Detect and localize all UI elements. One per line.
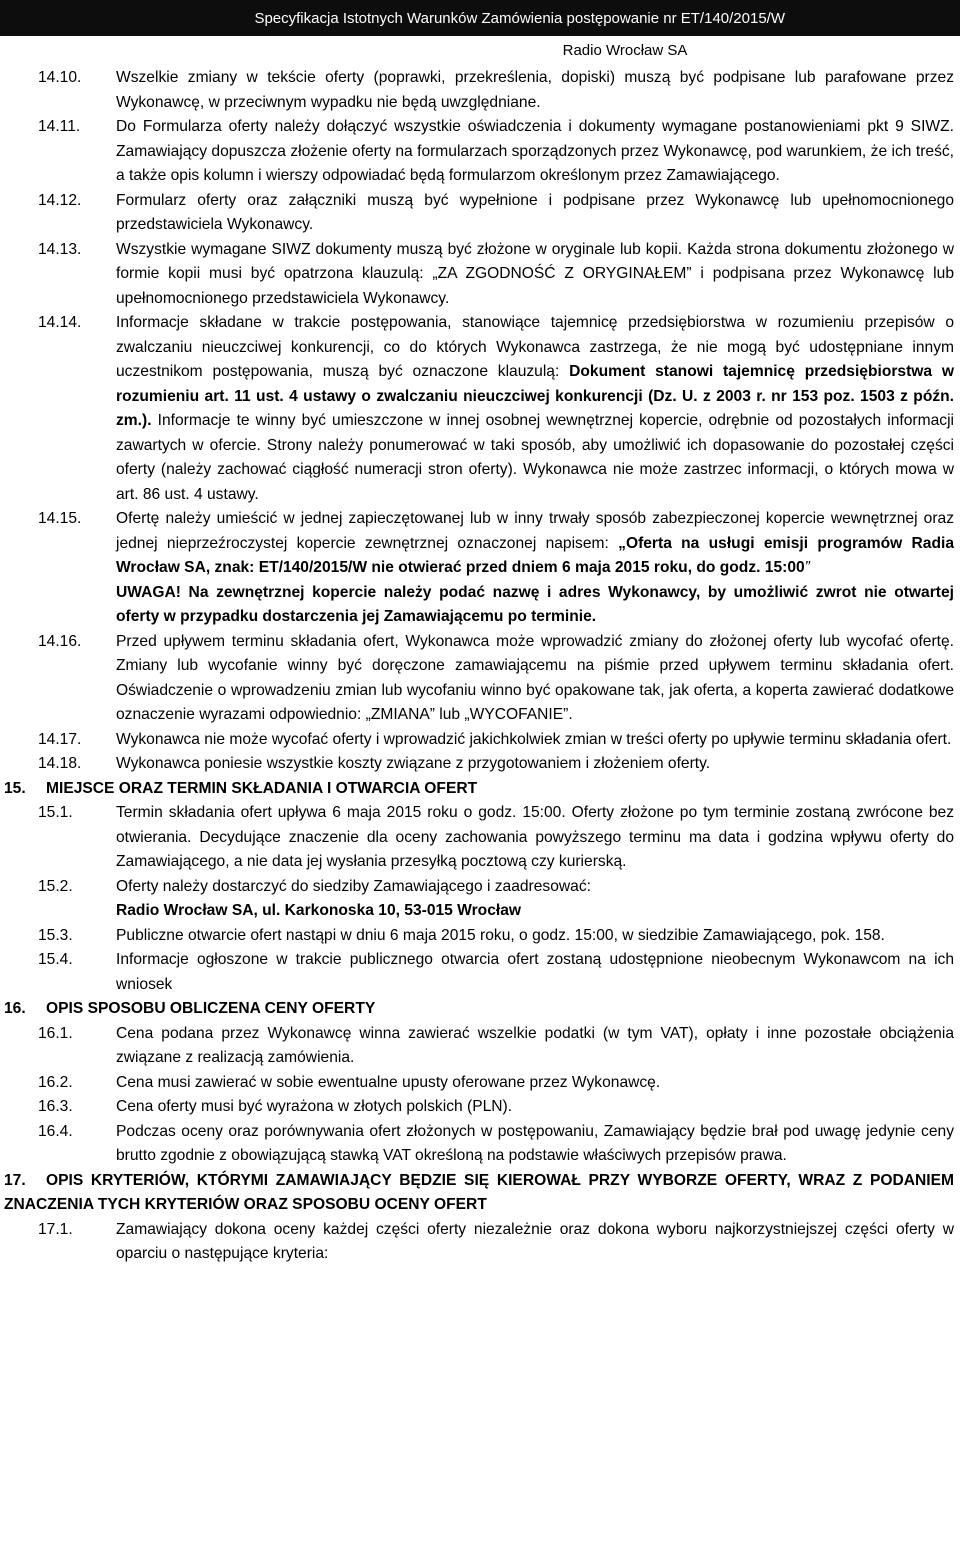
- item-number: 16.3.: [38, 1098, 73, 1115]
- item-number: 17.1.: [38, 1220, 73, 1238]
- list-item: [0, 189, 960, 238]
- page-header: [0, 0, 960, 36]
- list-item: [0, 311, 960, 507]
- list-item: [0, 1120, 960, 1169]
- list-item: [0, 115, 960, 189]
- list-item: [0, 728, 960, 753]
- list-item: [0, 875, 960, 924]
- list-item: [0, 507, 960, 630]
- item-number: 15.1.: [38, 804, 73, 821]
- item-number: 14.13.: [38, 240, 82, 258]
- list-item: [0, 66, 960, 115]
- item-text: Przed upływem terminu składania ofert, Wykonawca może wprowadzić zmiany do złożonej oferty lub wycofać ofertę. Zmiany lub wycofanie winny być doręczone zamawiającemu na piśmie przed upływem terminu składania ofert. Oświadczenie o wprowadzeniu zmian lub wycofaniu winno być opakowane tak, jak oferta, a koperta zawierać dodatkowe oznaczenie wyrazami odpowiednio: „ZMIANA” lub „WYCOFANIE”.: [116, 632, 954, 723]
- warning-note: UWAGA! Na zewnętrznej kopercie należy podać nazwę i adres Wykonawcy, by umożliwić zwrot nie otwartej oferty w przypadku dostarczenia jej Zamawiającemu po terminie.: [116, 583, 954, 625]
- item-text: Formularz oferty oraz załączniki muszą być wypełnione i podpisane przez Wykonawcę lub upełnomocnionego przedstawiciela Wykonawcy.: [116, 191, 954, 233]
- item-number: 14.12.: [38, 191, 82, 209]
- item-text: [116, 507, 960, 630]
- item-number: 14.18.: [38, 755, 82, 772]
- section-title: OPIS KRYTERIÓW, KTÓRYMI ZAMAWIAJĄCY BĘDZIE SIĘ KIEROWAŁ PRZY WYBORZE OFERTY, WRAZ Z PODANIEM ZNACZENIA TYCH KRYTERIÓW ORAZ SPOSOBU OCENY OFERT: [4, 1171, 954, 1213]
- list-item: [0, 1071, 960, 1096]
- document-title: Specyfikacja Istotnych Warunków Zamówienia postępowanie nr ET/140/2015/W: [254, 9, 785, 27]
- list-item: [0, 630, 960, 728]
- item-number: 16.1.: [38, 1024, 73, 1042]
- item-number: 14.11.: [38, 118, 81, 135]
- quote-close: ”: [804, 559, 810, 576]
- list-item: [0, 924, 960, 949]
- item-number: 16.2.: [38, 1073, 73, 1091]
- list-item: [0, 1022, 960, 1071]
- list-item: [0, 1218, 960, 1267]
- document-body: [0, 66, 960, 1267]
- confidential-clause: Dokument stanowi tajemnicę przedsiębiorstwa w rozumieniu art. 11 ust. 4 ustawy o zwalczaniu nieuczciwej konkurencji (Dz. U. z 2003 r. nr 153 poz. 1503 z późn. zm.).: [116, 363, 954, 429]
- item-text: Wszystkie wymagane SIWZ dokumenty muszą być złożone w oryginale lub kopii. Każda strona dokumentu złożonego w formie kopii musi być opatrzona klauzulą: „ZA ZGODNOŚĆ Z ORYGINAŁEM” i podpisana przez Wykonawcę lub upełnomocnionego przedstawiciela Wykonawcy.: [116, 240, 954, 307]
- company-name: Radio Wrocław SA: [562, 42, 688, 59]
- item-text: Wszelkie zmiany w tekście oferty (poprawki, przekreślenia, dopiski) muszą być podpisane lub parafowane przez Wykonawcę, w przeciwnym wypadku nie będą uwzględniane.: [116, 69, 954, 111]
- envelope-label: „Oferta na usługi emisji programów Radia Wrocław SA, znak: ET/140/2015/W nie otwierać przed dniem 6 maja 2015 roku, do godz. 15:00: [116, 534, 955, 576]
- item-text: Publiczne otwarcie ofert nastąpi w dniu 6 maja 2015 roku, o godz. 15:00, w siedzibie Zamawiającego, pok. 158.: [116, 926, 885, 944]
- item-number: 14.14.: [38, 314, 82, 331]
- item-text: Podczas oceny oraz porównywania ofert złożonych w postępowaniu, Zamawiający będzie brał pod uwagę jedynie ceny brutto zgodnie z obowiązującą stawką VAT określoną na podstawie właściwych przepisów prawa.: [116, 1122, 954, 1164]
- item-text: Wykonawca nie może wycofać oferty i wprowadzić jakichkolwiek zmian w treści oferty po upływie terminu składania ofert.: [116, 730, 952, 748]
- list-item: [0, 948, 960, 997]
- list-item: [0, 1095, 960, 1120]
- item-text-part: Ofertę należy umieścić w jednej zapieczętowanej lub w inny trwały sposób zabezpieczonej kopercie wewnętrznej oraz jednej nieprzeźroczystej kopercie zewnętrznej oznaczonej napisem:: [116, 510, 954, 552]
- section-number: 16.: [4, 1000, 26, 1017]
- item-number: 14.17.: [38, 730, 82, 748]
- section-heading: [0, 997, 960, 1022]
- item-text: Informacje ogłoszone w trakcie publicznego otwarcia ofert zostaną udostępnione nieobecnym Wykonawcom na ich wniosek: [116, 951, 954, 993]
- item-text: [116, 875, 960, 924]
- item-text: Termin składania ofert upływa 6 maja 2015 roku o godz. 15:00. Oferty złożone po tym terminie zostaną zwrócone bez otwierania. Decydujące znaczenie dla oceny zachowania powyższego terminu ma data i godzina wpływu oferty do Zamawiającego, a nie data jej wysłania przesyłką pocztową czy kurierską.: [116, 804, 954, 870]
- item-number: 14.15.: [38, 510, 82, 527]
- section-number: 17.: [4, 1171, 26, 1189]
- item-number: 16.4.: [38, 1122, 73, 1140]
- list-item: [0, 238, 960, 312]
- item-text: Cena podana przez Wykonawcę winna zawierać wszelkie podatki (w tym VAT), opłaty i inne pozostałe obciążenia związane z realizacją zamówienia.: [116, 1024, 954, 1066]
- item-text: Cena musi zawierać w sobie ewentualne upusty oferowane przez Wykonawcę.: [116, 1073, 661, 1091]
- item-text: [116, 311, 960, 507]
- item-text-part: Informacje składane w trakcie postępowania, stanowiące tajemnicę przedsiębiorstwa w rozumieniu przepisów o zwalczaniu nieuczciwej konkurencji, co do których Wykonawca zastrzega, że nie mogą być udostępniane innym uczestnikom postępowania, muszą być oznaczone klauzulą:: [116, 314, 954, 380]
- item-number: 15.3.: [38, 926, 73, 944]
- item-text: Do Formularza oferty należy dołączyć wszystkie oświadczenia i dokumenty wymagane postanowieniami pkt 9 SIWZ. Zamawiający dopuszcza złożenie oferty na formularzach sporządzonych przez Wykonawcę, pod warunkiem, że ich treść, a także opis kolumn i wierszy odpowiadać będą formularzom określonym przez Zamawiającego.: [116, 118, 954, 184]
- item-number: 15.4.: [38, 951, 73, 968]
- section-heading: [0, 777, 960, 802]
- delivery-address: Radio Wrocław SA, ul. Karkonoska 10, 53-015 Wrocław: [116, 902, 522, 919]
- item-text: Zamawiający dokona oceny każdej części oferty niezależnie oraz dokona wyboru najkorzystniejszej części oferty w oparciu o następujące kryteria:: [116, 1220, 954, 1262]
- item-text-part: Informacje te winny być umieszczone w innej osobnej wewnętrznej kopercie, odrębnie od pozostałych informacji zawartych w ofercie. Strony należy ponumerować w taki sposób, aby umożliwić ich dopasowanie do pozostałej części oferty (należy zachować ciągłość numeracji stron oferty). Wykonawca nie może zastrzec informacji, o których mowa w art. 86 ust. 4 ustawy.: [116, 412, 954, 503]
- list-item: [0, 801, 960, 875]
- item-text: Wykonawca poniesie wszystkie koszty związane z przygotowaniem i złożeniem oferty.: [116, 755, 711, 772]
- list-item: [0, 752, 960, 777]
- item-number: 14.16.: [38, 632, 82, 650]
- item-text: Cena oferty musi być wyrażona w złotych polskich (PLN).: [116, 1098, 513, 1115]
- section-title: OPIS SPOSOBU OBLICZENA CENY OFERTY: [46, 1000, 376, 1017]
- section-heading: [0, 1169, 960, 1218]
- item-number: 14.10.: [38, 69, 82, 86]
- section-number: 15.: [4, 779, 26, 797]
- item-text-part: Oferty należy dostarczyć do siedziby Zamawiającego i zaadresować:: [116, 877, 591, 895]
- section-title: MIEJSCE ORAZ TERMIN SKŁADANIA I OTWARCIA OFERT: [46, 779, 478, 797]
- item-number: 15.2.: [38, 877, 73, 895]
